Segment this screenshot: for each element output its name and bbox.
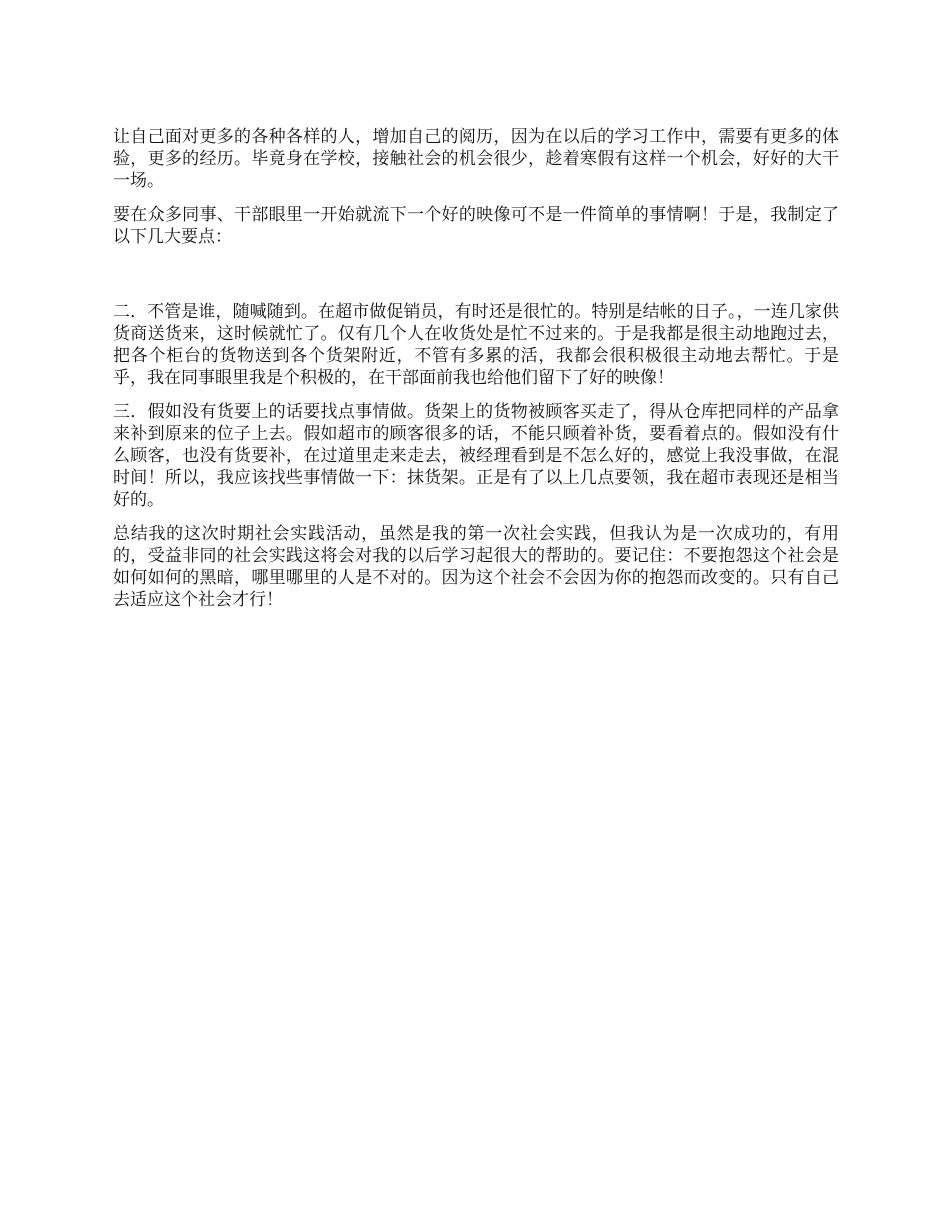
document-page — [113, 126, 839, 623]
paragraph-gap — [113, 260, 839, 301]
paragraph-point-two: 二．不管是谁，随喊随到。在超市做促销员，有时还是很忙的。特别是结帐的日子。，一连几家供货商送货来，这时候就忙了。仅有几个人在收货处是忙不过来的。于是我都是很主动地跑过去，把各个柜台的货物送到各个货架附近，不管有多累的活，我都会很积极很主动地去帮忙。于是乎，我在同事眼里我是个积极的，在干部面前我也给他们留下了好的映像！ — [113, 302, 839, 388]
paragraph-point-three: 三．假如没有货要上的话要找点事情做。货架上的货物被顾客买走了，得从仓库把同样的产品拿来补到原来的位子上去。假如超市的顾客很多的话，不能只顾着补货，要看着点的。假如没有什么顾客，也没有货要补，在过道里走来走去，被经理看到是不怎么好的，感觉上我没事做，在混时间！所以，我应该找些事情做一下：抹货架。正是有了以上几点要领，我在超市表现还是相当好的。 — [113, 402, 839, 510]
paragraph-intro: 让自己面对更多的各种各样的人，增加自己的阅历，因为在以后的学习工作中，需要有更多的体验，更多的经历。毕竟身在学校，接触社会的机会很少，趁着寒假有这样一个机会，好好的大干一场。 — [113, 127, 839, 191]
paragraph-key-points: 要在众多同事、干部眼里一开始就流下一个好的映像可不是一件简单的事情啊！于是，我制定了以下几大要点： — [113, 205, 839, 247]
paragraph-summary: 总结我的这次时期社会实践活动，虽然是我的第一次社会实践，但我认为是一次成功的，有用的，受益非同的社会实践这将会对我的以后学习起很大的帮助的。要记住：不要抱怨这个社会是如何如何的黑暗，哪里哪里的人是不对的。因为这个社会不会因为你的抱怨而改变的。只有自己去适应这个社会才行！ — [113, 524, 839, 610]
